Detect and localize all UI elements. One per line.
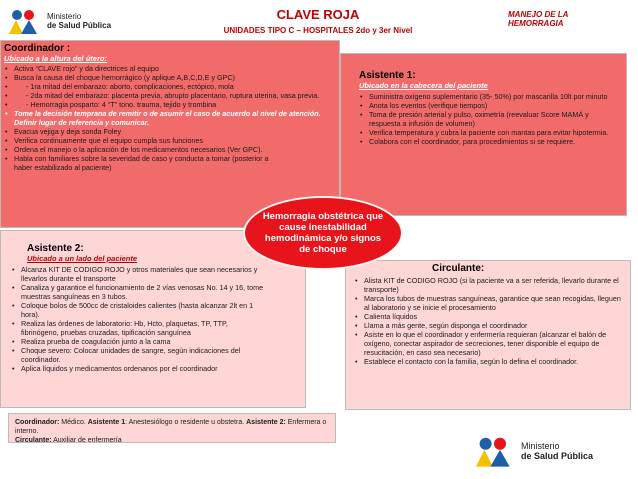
asistente2-title: Asistente 2: xyxy=(27,243,84,254)
circulante-title: Circulante: xyxy=(432,263,485,274)
coordinador-title: Coordinador : xyxy=(4,43,71,54)
asistente2-list xyxy=(11,265,265,373)
legend-a2-value: Enfermera o interno. xyxy=(15,419,327,435)
coordinador-subtitle: Ubicado a la altura del útero: xyxy=(4,54,107,63)
msp-logo-icon xyxy=(470,432,518,470)
asistente1-subtitle: Ubicado en la cabecera del paciente xyxy=(359,81,488,90)
list-item: • Alista KIT de CODIGO ROJO (si la paciente va a ser referida, llevarlo durante el transporte) xyxy=(354,276,626,294)
list-item: • Verifica temperatura y cubra la paciente con mantas para evitar hipotermia. xyxy=(359,128,622,137)
legend-line2 xyxy=(15,436,329,445)
logo-text-bottom xyxy=(521,441,593,461)
list-item: • Tome la decisión temprana de remitir o de asumir el caso de acuerdo al nivel de atención. Definir lugar de referencia y comunicar. xyxy=(4,109,336,127)
coordinador-list xyxy=(4,64,336,172)
list-item: • Calienta líquidos xyxy=(354,312,626,321)
asistente1-box xyxy=(340,53,627,216)
list-item: • Alcanza KIT DE CODIGO ROJO y otros materiales que sean necesarios y llevarlos durante el transporte xyxy=(11,265,265,283)
list-item: • Evacua vejiga y deja sonda Foley xyxy=(4,127,336,136)
legend-circ-label: Circulante: xyxy=(15,437,52,444)
legend-line1 xyxy=(15,418,329,436)
legend-coord-value: Médico. xyxy=(59,419,88,426)
legend-a2-label: Asistente 2: xyxy=(246,419,286,426)
ministerio-logo xyxy=(4,4,124,38)
list-item: • - 1ra mitad del embarazo: aborto, complicaciones, ectópico, mola xyxy=(4,82,336,91)
asistente1-title: Asistente 1: xyxy=(359,70,416,81)
ministerio-logo-bottom xyxy=(470,430,620,472)
manejo-label: MANEJO DE LA HEMORRAGIA xyxy=(508,10,569,28)
list-item: • Coloque bolos de 500cc de cristaloides calientes (hasta alcanzar 2lt en 1 hora). xyxy=(11,301,265,319)
list-item: • Asiste en lo que el coordinador y enfermería requieran (alcanzar el balón de oxígeno, conectar aspirador de secreciones, tener disponible el equipo de resucitación, en caso sea necesario) xyxy=(354,330,626,357)
list-item: • Suministra oxígeno suplementario (35- 50%) por mascarilla 10lt por minuto xyxy=(359,92,622,101)
logo-line1: Ministerio xyxy=(521,441,560,451)
list-item: • Habla con familiares sobre la severidad de caso y conducta a tomar (posterior a haber estabilizado al paciente) xyxy=(4,154,336,172)
circulante-box xyxy=(345,260,631,410)
page-title: CLAVE ROJA xyxy=(276,7,360,22)
list-item: • Activa “CLAVE rojo” y da directrices al equipo xyxy=(4,64,336,73)
list-item: • Marca los tubos de muestras sanguíneas, garantice que sean recogidas, lleguen al laboratorio y se inicie el procesamiento xyxy=(354,294,626,312)
legend-a1-label: Asistente 1 xyxy=(87,419,126,426)
logo-line1: Ministerio xyxy=(47,12,82,21)
list-item: • Canaliza y garantice el funcionamiento de 2 vías venosas No. 14 y 16, tome muestras sanguíneas en 3 tubos. xyxy=(11,283,265,301)
asistente2-subtitle: Ubicado a un lado del paciente xyxy=(27,254,138,263)
list-item: • - 2da mitad del embarazo: placenta previa, abrupto placentario, ruptura uterina, vasa previa. xyxy=(4,91,336,100)
list-item: • Realiza las órdenes de laboratorio: Hb, Hcto, plaquetas, TP, TTP, fibrinógeno, pruebas cruzadas, tipificación sanguínea xyxy=(11,319,265,337)
list-item: • Verifica continuamente que el equipo cumpla sus funciones xyxy=(4,136,336,145)
asistente2-box xyxy=(0,230,306,408)
page-subtitle: UNIDADES TIPO C – HOSPITALES 2do y 3er Nivel xyxy=(223,26,413,35)
list-item: • Aplica líquidos y medicamentos ordenanos por el coordinador xyxy=(11,364,265,373)
roles-legend xyxy=(8,413,336,443)
page-header xyxy=(130,4,506,38)
oval-text: Hemorragia obstétrica que cause inestabilidad hemodinámica y/o signos de choque xyxy=(262,211,384,255)
asistente1-list xyxy=(359,92,622,146)
logo-line2: de Salud Pública xyxy=(521,451,594,461)
list-item: • Anota los eventos (verifique tiempos) xyxy=(359,101,622,110)
legend-coord-label: Coordinador: xyxy=(15,419,60,426)
legend-a1-value: : Anestesiólogo o residente u obstetra. xyxy=(125,419,247,426)
hemorragia-oval xyxy=(243,196,403,270)
list-item: • Choque severo: Colocar unidades de sangre, según indicaciones del coordinador. xyxy=(11,346,265,364)
list-item: • Realiza prueba de coagulación junto a la cama xyxy=(11,337,265,346)
list-item: • Colabora con el coordinador, para procedimientos si se requiere. xyxy=(359,137,622,146)
circulante-list xyxy=(354,276,626,366)
list-item: • Establece el contacto con la familia, según lo defina el coordinador. xyxy=(354,357,626,366)
list-item: • Busca la causa del choque hemorrágico (y aplique A,B,C,D,E y GPC) xyxy=(4,73,336,82)
logo-line2: de Salud Pública xyxy=(47,21,112,30)
logo-text xyxy=(47,12,111,30)
list-item: • Ordena el manejo o la aplicación de los medicamentos necesarios (Ver GPC). xyxy=(4,145,336,154)
list-item: • - Hemorragia posparto: 4 “T” tono. trauma, tejido y trombina xyxy=(4,100,336,109)
list-item: • Llama a más gente, según disponga el coordinador xyxy=(354,321,626,330)
legend-circ-value: Auxiliar de enfermería xyxy=(51,437,122,444)
msp-logo-icon xyxy=(4,6,44,36)
list-item: • Toma de presión arterial y pulso, oximetría (reevaluar Score MAMÁ y respuesta a infusión de volumen) xyxy=(359,110,622,128)
